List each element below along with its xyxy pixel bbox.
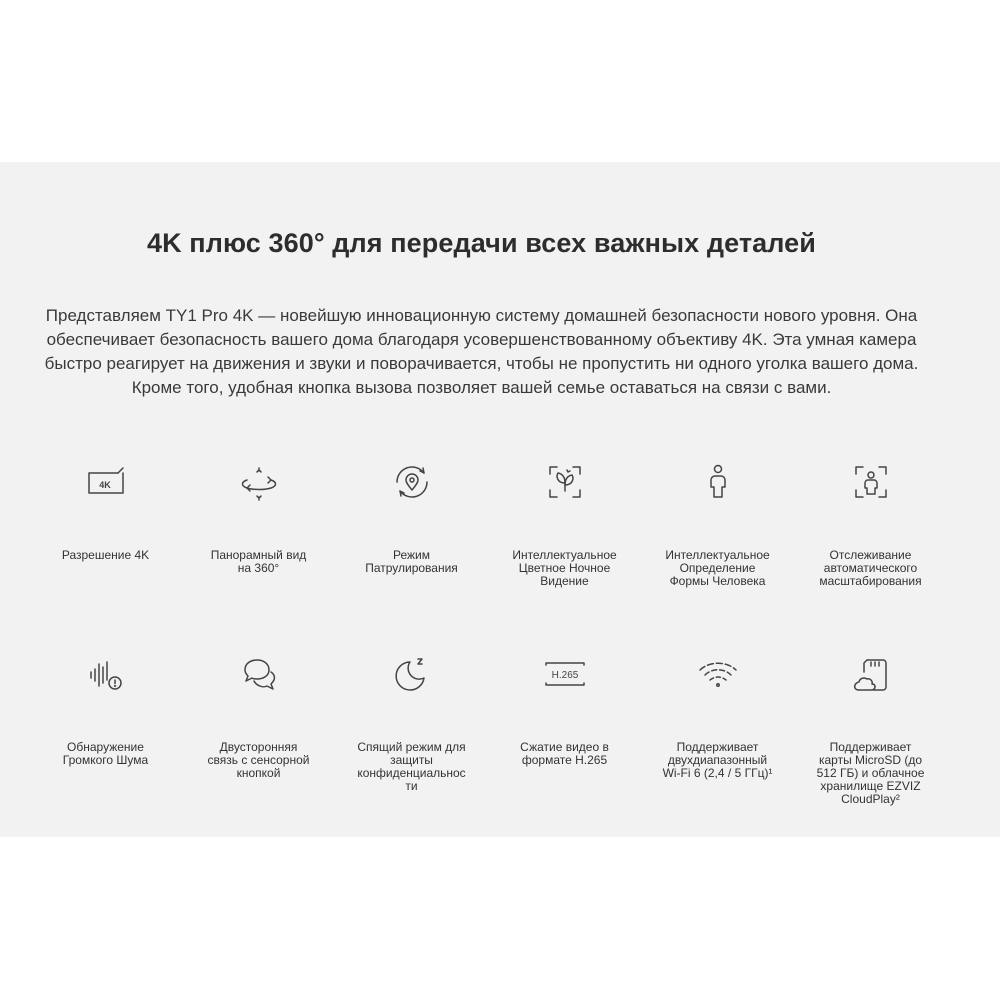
- features-row-1: [29, 460, 947, 650]
- feature-label: Разрешение 4K: [61, 548, 150, 562]
- 4k-resolution-icon: [84, 460, 128, 504]
- feature-color-night-vision: [488, 460, 641, 650]
- feature-sleep-mode: [335, 652, 488, 842]
- section-intro: Представляем TY1 Pro 4K — новейшую инновационную систему домашней безопасности нового уровня. Она обеспечивает безопасность вашего дома благодаря усовершенствованному объективу 4K. Эта умная камера быстро реагирует на движения и звуки и поворачивается, чтобы не пропустить ни одного уголка вашего дома. Кроме того, удобная кнопка вызова позволяет вашей семье оставаться на связи с вами.: [44, 306, 919, 397]
- feature-label: Режим Патрулирования: [365, 548, 458, 575]
- feature-label: Обнаружение Громкого Шума: [62, 740, 149, 767]
- features-row-2: [29, 652, 947, 842]
- feature-label: Отслеживание автоматического масштабирования: [819, 548, 922, 588]
- feature-4k-resolution: [29, 460, 182, 650]
- feature-loud-noise-detection: [29, 652, 182, 842]
- feature-microsd-cloud-storage: [794, 652, 947, 842]
- feature-label: Интеллектуальное Цветное Ночное Видение: [512, 548, 617, 588]
- feature-label: Поддерживает двухдиапазонный Wi-Fi 6 (2,4 / 5 ГГц)¹: [662, 740, 773, 780]
- feature-patrol-mode: [335, 460, 488, 650]
- color-night-vision-icon: [543, 460, 587, 504]
- microsd-cloud-storage-icon: [849, 652, 893, 696]
- feature-auto-zoom-tracking: [794, 460, 947, 650]
- 4k-icon-text: 4K: [98, 480, 111, 490]
- two-way-talk-icon: [237, 652, 281, 696]
- human-detection-icon: [696, 460, 740, 504]
- feature-panoramic-360: [182, 460, 335, 650]
- feature-human-detection: [641, 460, 794, 650]
- feature-h265-compression: [488, 652, 641, 842]
- panoramic-360-icon: [237, 460, 281, 504]
- h265-icon-text: H.265: [551, 670, 578, 681]
- patrol-location-icon: [390, 460, 434, 504]
- feature-wifi6: [641, 652, 794, 842]
- wifi6-icon: [696, 652, 740, 696]
- feature-label: Спящий режим для защиты конфиденциальнос ти: [357, 740, 466, 793]
- feature-label: Поддерживает карты MicroSD (до 512 ГБ) и облачное хранилище EZVIZ CloudPlay²: [816, 740, 925, 806]
- auto-zoom-tracking-icon: [849, 460, 893, 504]
- feature-label: Сжатие видео в формате H.265: [520, 740, 609, 767]
- sleep-mode-icon: [390, 652, 434, 696]
- feature-label: Двусторонняя связь с сенсорной кнопкой: [207, 740, 310, 780]
- section-heading: 4K плюс 360° для передачи всех важных деталей: [146, 228, 817, 258]
- feature-two-way-talk: [182, 652, 335, 842]
- h265-compression-icon: [543, 652, 587, 696]
- loud-noise-detection-icon: [84, 652, 128, 696]
- feature-label: Панорамный вид на 360°: [210, 548, 307, 575]
- feature-label: Интеллектуальное Определение Формы Человека: [665, 548, 770, 588]
